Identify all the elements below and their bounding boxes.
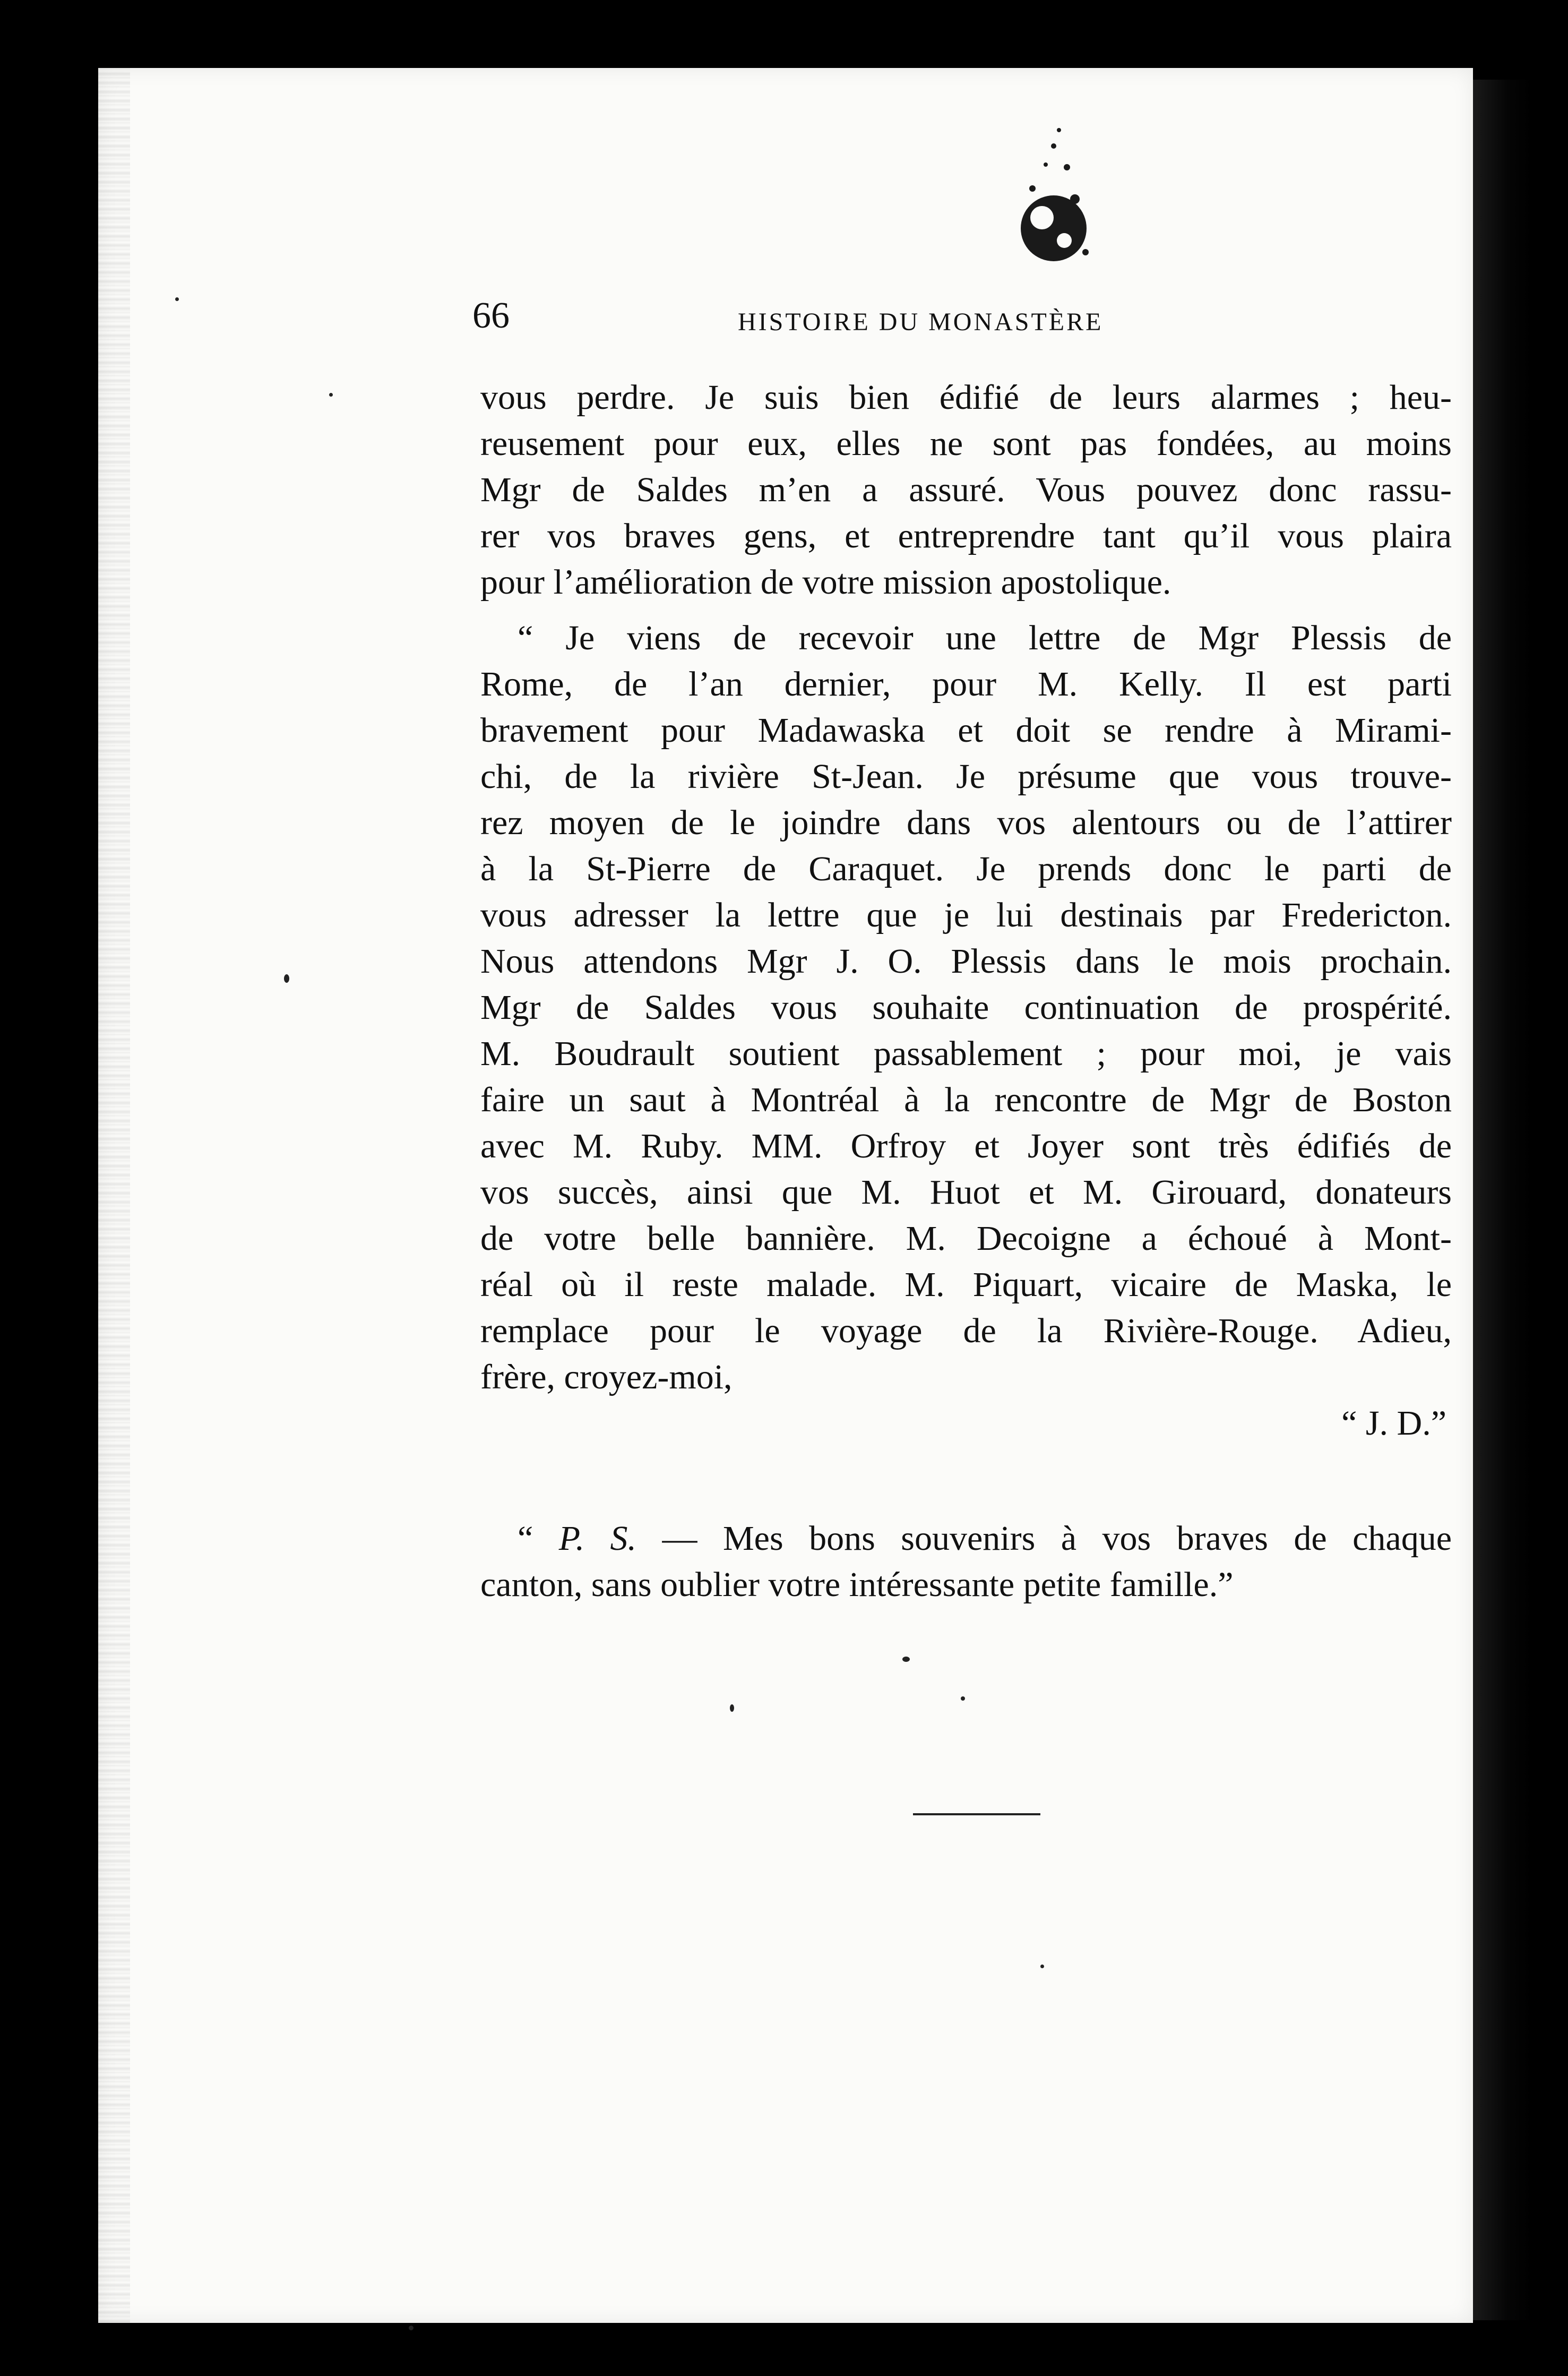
text-line: bravement pour Madawaska et doit se rendre à Mirami-	[480, 711, 1452, 750]
ink-speck	[175, 297, 179, 301]
postscript-line	[480, 1515, 1452, 1562]
text-line: vos succès, ainsi que M. Huot et M. Girouard, donateurs	[480, 1173, 1452, 1212]
text-line: frère, croyez-moi,	[480, 1358, 733, 1396]
text-line: M. Boudrault soutient passablement ; pour moi, je vais	[480, 1034, 1452, 1073]
body-text	[480, 374, 1452, 1608]
ink-speck	[902, 1657, 910, 1662]
text-line: réal où il reste malade. M. Piquart, vicaire de Maska, le	[480, 1265, 1452, 1304]
running-head-title: HISTOIRE DU MONASTÈRE	[738, 308, 1104, 336]
postscript	[480, 1515, 1452, 1608]
letter-signature: “ J. D.”	[1341, 1404, 1446, 1443]
text-line: rez moyen de le joindre dans vos alentours ou de l’attirer	[480, 803, 1452, 842]
section-end-rule	[913, 1813, 1040, 1815]
text-line: Nous attendons Mgr J. O. Plessis dans le mois prochain.	[480, 942, 1452, 981]
text-line: faire un saut à Montréal à la rencontre de Mgr de Boston	[480, 1080, 1452, 1119]
text-line: “ Je viens de recevoir une lettre de Mgr Plessis de	[518, 619, 1452, 657]
running-head	[472, 287, 1194, 345]
text-line: reusement pour eux, elles ne sont pas fondées, au moins	[480, 424, 1452, 463]
ink-speck	[284, 974, 289, 983]
text-line: pour l’amélioration de votre mission apostolique.	[480, 563, 1171, 602]
postscript-open-quote: “	[518, 1519, 559, 1558]
text-line: vous perdre. Je suis bien édifié de leurs alarmes ; heu-	[480, 378, 1452, 417]
text-line: de votre belle bannière. M. Decoigne a échoué à Mont-	[480, 1219, 1452, 1258]
text-line: vous adresser la lettre que je lui destinais par Fredericton.	[480, 896, 1452, 934]
ink-speck	[730, 1704, 734, 1712]
text-line: chi, de la rivière St-Jean. Je présume que vous trouve-	[480, 757, 1452, 796]
text-line: remplace pour le voyage de la Rivière-Rouge. Adieu,	[480, 1311, 1452, 1350]
text-line: à la St-Pierre de Caraquet. Je prends donc le parti de	[480, 850, 1452, 888]
ink-speck	[409, 2326, 413, 2330]
text-line: rer vos braves gens, et entreprendre tant qu’il vous plaira	[480, 517, 1452, 555]
ink-speck	[329, 393, 333, 397]
text-line: Mgr de Saldes m’en a assuré. Vous pouvez donc rassu-	[480, 470, 1452, 509]
paragraph-1	[480, 374, 1452, 605]
ink-speck	[1040, 1965, 1044, 1968]
text-line: Mgr de Saldes vous souhaite continuation de prospérité.	[480, 988, 1452, 1027]
postscript-line: canton, sans oublier votre intéressante petite famille.”	[480, 1565, 1234, 1604]
text-line: Rome, de l’an dernier, pour M. Kelly. Il est parti	[480, 665, 1452, 704]
paragraph-2	[480, 615, 1452, 1446]
postscript-text: — Mes bons souvenirs à vos braves de chaque	[636, 1519, 1452, 1558]
page-number: 66	[472, 295, 510, 336]
ink-speck	[961, 1696, 965, 1701]
text-line: avec M. Ruby. MM. Orfroy et Joyer sont très édifiés de	[480, 1127, 1452, 1165]
postscript-label: P. S.	[558, 1519, 637, 1558]
